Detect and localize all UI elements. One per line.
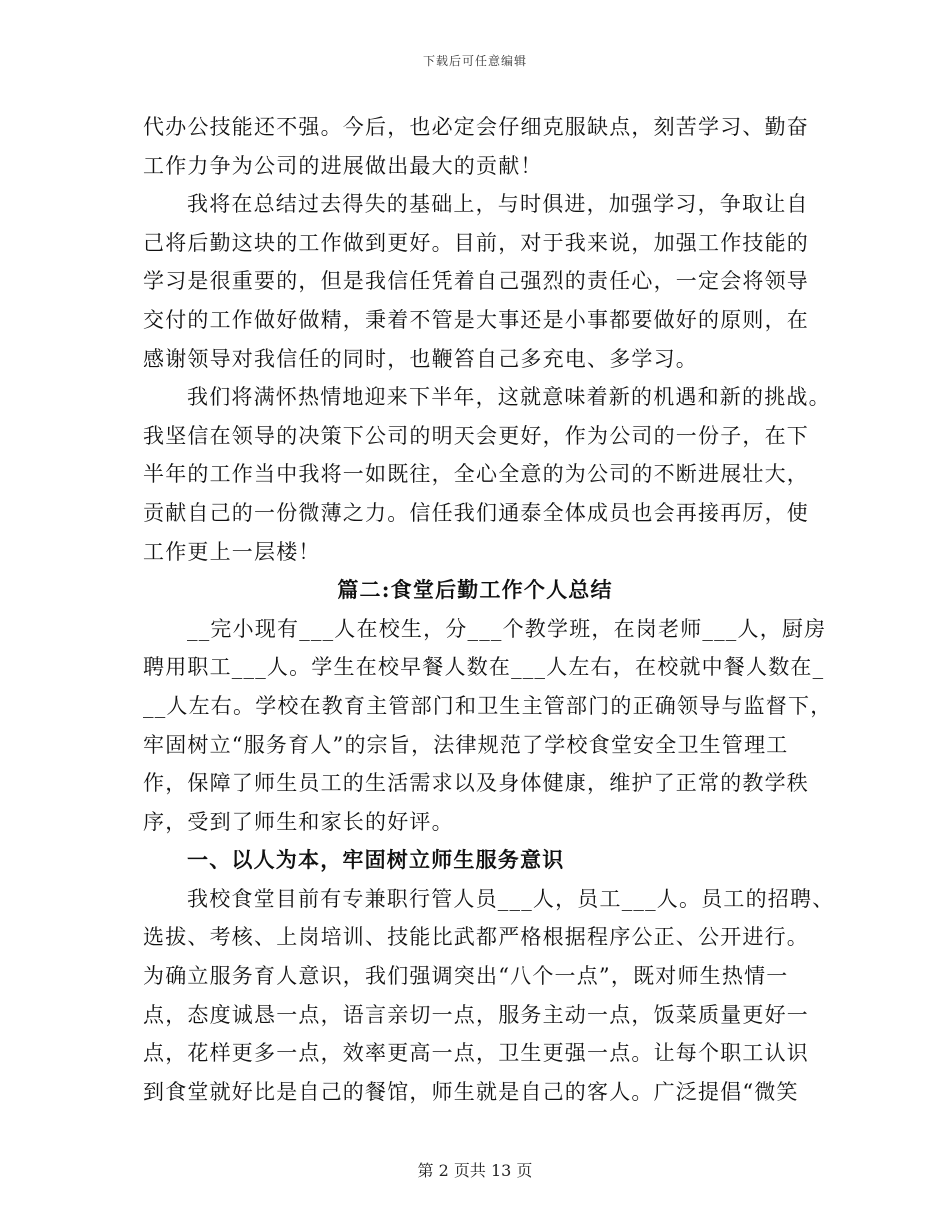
text-line: __完小现有___人在校生，分___个教学班，在岗老师___人，厨房 — [187, 616, 827, 641]
document-body — [143, 108, 835, 1111]
text-line: 工作力争为公司的进展做出最大的贡献！ — [143, 153, 543, 178]
text-line: 半年的工作当中我将一如既往，全心全意的为公司的不断进展壮大， — [143, 462, 809, 487]
section-title: 篇二:食堂后勤工作个人总结 — [337, 577, 613, 603]
text-line: 我将在总结过去得失的基础上，与时俱进，加强学习，争取让自 — [187, 192, 809, 217]
text-line: 代办公技能还不强。今后，也必定会仔细克服缺点，刻苦学习、勤奋 — [143, 115, 809, 139]
text-line: 我校食堂目前有专兼职行管人员___人，员工___人。员工的招聘、 — [187, 886, 835, 911]
text-line: 选拔、考核、上岗培训、技能比武都严格根据程序公正、公开进行。 — [143, 925, 809, 950]
text-line: 作，保障了师生员工的生活需求以及身体健康，维护了正常的教学秩 — [143, 771, 809, 796]
text-line: 聘用职工___人。学生在校早餐人数在___人左右，在校就中餐人数在_ — [143, 655, 825, 680]
subsection-heading: 一、以人为本，牢固树立师生服务意识 — [187, 847, 565, 873]
page-header: 下载后可任意编辑 — [422, 54, 527, 68]
text-line: 交付的工作做好做精，秉着不管是大事还是小事都要做好的原则，在 — [143, 307, 809, 332]
text-line: 点，态度诚恳一点，语言亲切一点，服务主动一点，饭菜质量更好一 — [143, 1002, 809, 1027]
text-line: 我们将满怀热情地迎来下半年，这就意味着新的机遇和新的挑战。 — [187, 385, 831, 410]
text-line: 感谢领导对我信任的同时，也鞭笞自己多充电、多学习。 — [143, 346, 698, 371]
text-line: 工作更上一层楼！ — [143, 539, 321, 564]
text-line: 到食堂就好比是自己的餐馆，师生就是自己的客人。广泛提倡“微笑 — [143, 1079, 799, 1104]
text-line: 我坚信在领导的决策下公司的明天会更好，作为公司的一份子，在下 — [143, 423, 809, 448]
text-line: 点，花样更多一点，效率更高一点，卫生更强一点。让每个职工认识 — [143, 1041, 809, 1066]
text-line: 为确立服务育人意识，我们强调突出“八个一点”，既对师生热情一 — [143, 964, 789, 989]
text-line: 贡献自己的一份微薄之力。信任我们通泰全体成员也会再接再厉，使 — [143, 500, 809, 525]
page-footer: 第 2 页共 13 页 — [417, 1161, 533, 1180]
text-line: 序，受到了师生和家长的好评。 — [143, 809, 454, 834]
text-line: 牢固树立“服务育人”的宗旨，法律规范了学校食堂安全卫生管理工 — [143, 732, 789, 757]
text-line: __人左右。学校在教育主管部门和卫生主管部门的正确领导与监督下， — [143, 693, 833, 718]
text-line: 学习是很重要的，但是我信任凭着自己强烈的责任心，一定会将领导 — [143, 269, 809, 294]
text-line: 己将后勤这块的工作做到更好。目前，对于我来说，加强工作技能的 — [143, 230, 809, 255]
